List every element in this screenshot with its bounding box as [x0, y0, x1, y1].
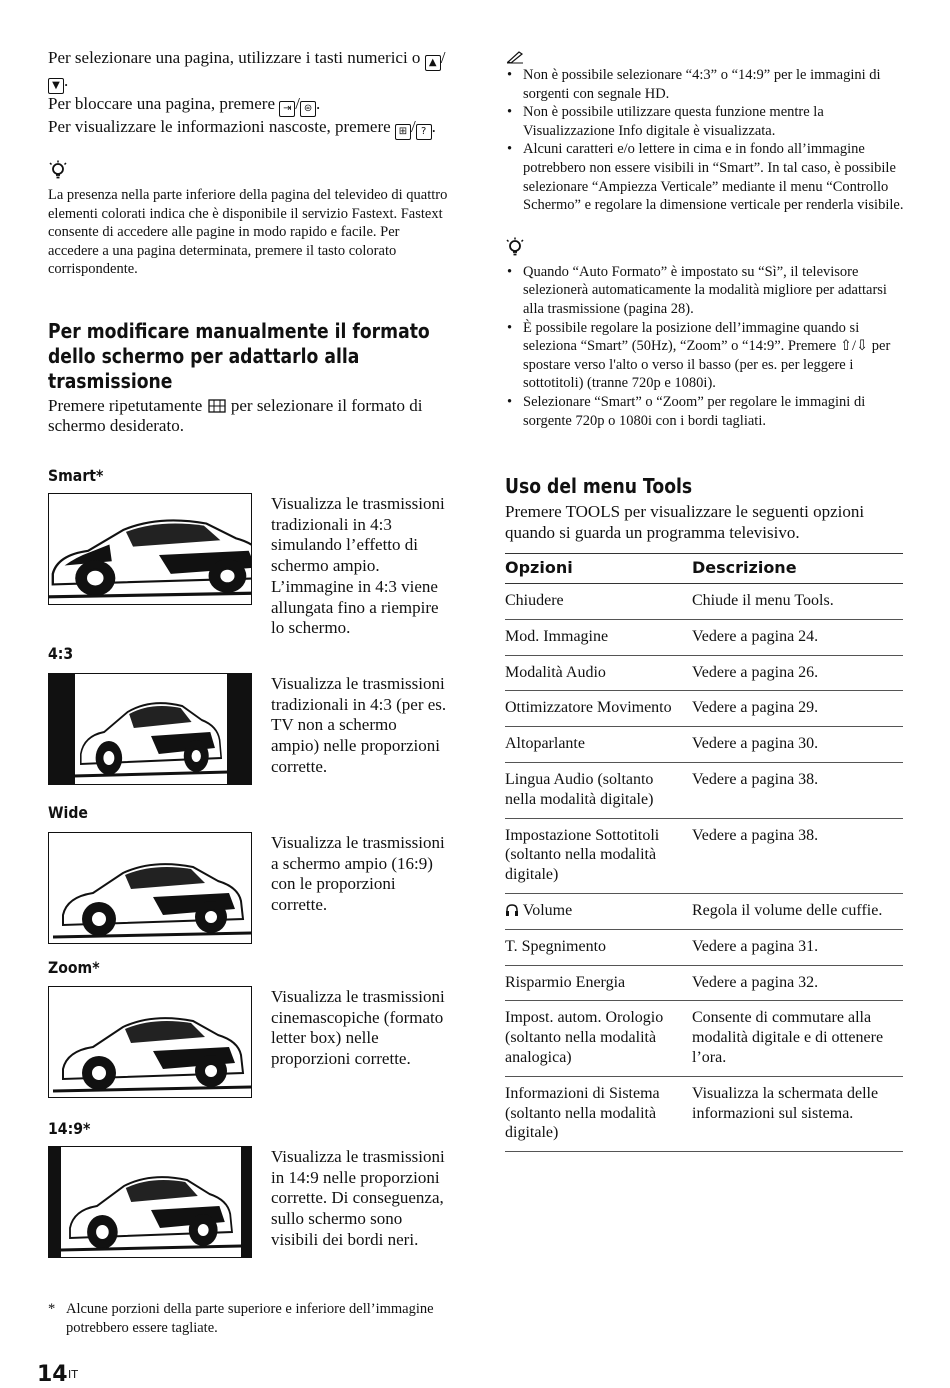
list-item: • Alcuni caratteri e/o lettere in cima e in fondo all’immagine potrebbero non essere visibili in “Smart”. In tal caso, è possibile selezionare “Ampiezza Verticale” mediante il menu “Controllo Schermo” e regolare la dimensione verticale per renderla visibile. [505, 140, 905, 214]
page-number: 14 [37, 1362, 68, 1387]
list-item: • Selezionare “Smart” o “Zoom” per regolare le immagini di sorgente 720p o 1080i con i bordi tagliati. [505, 393, 905, 430]
table-row [505, 619, 903, 655]
table-row [505, 584, 903, 620]
section-title: Per modificare manualmente il formato dello schermo per adattarlo alla trasmissione [48, 318, 430, 393]
option-cell: Modalità Audio [505, 655, 692, 691]
table-row [505, 655, 903, 691]
table-row [505, 894, 903, 930]
table-row [505, 727, 903, 763]
table-row [505, 1076, 903, 1151]
hints-list [505, 263, 905, 430]
mode-smart-image [48, 493, 252, 605]
teletext-reveal-paragraph: Per visualizzare le informazioni nascoste, premere ⊞ / ? . [48, 117, 448, 140]
input-hold-key-icon: ⇥ [279, 101, 295, 117]
mode-4-3-description: Visualizza le trasmissioni tradizionali in 4:3 (per es. TV non a schermo ampio) nelle proporzioni corrette. [271, 674, 447, 776]
wide-mode-key-icon [207, 399, 227, 413]
mode-4-3-label: 4:3 [48, 644, 74, 663]
mode-wide-description: Visualizza le trasmissioni a schermo ampio (16:9) con le proporzioni corrette. [271, 833, 445, 915]
list-item: • Non è possibile selezionare “4:3” o “14:9” per le immagini di sorgenti con segnale HD. [505, 66, 905, 103]
teletext-hold-paragraph: Per bloccare una pagina, premere ⇥ / ⊜ . [48, 94, 448, 117]
pencil-note-icon [505, 50, 525, 64]
option-cell: Lingua Audio (soltanto nella modalità digitale) [505, 763, 692, 819]
option-cell: Impost. autom. Orologio (soltanto nella modalità analogica) [505, 1001, 692, 1076]
mode-smart-description: Visualizza le trasmissioni tradizionali in 4:3 simulando l’effetto di schermo ampio. L’immagine in 4:3 viene allungata fino a riempire lo schermo. [271, 494, 445, 638]
mode-smart-label: Smart* [48, 466, 104, 485]
screen-modes [48, 466, 448, 1296]
option-cell: Risparmio Energia [505, 965, 692, 1001]
mode-4-3-image [48, 673, 252, 785]
lightbulb-hint-icon [48, 160, 68, 180]
table-row [505, 763, 903, 819]
page-up-key-icon: ▲ [425, 55, 441, 71]
column-header-description: Descrizione [692, 554, 903, 584]
headphones-icon [505, 903, 519, 917]
description-cell: Vedere a pagina 24. [692, 619, 903, 655]
column-header-options: Opzioni [505, 554, 692, 584]
list-item: • È possibile regolare la posizione dell’immagine quando si seleziona “Smart” (50Hz), “Zoom” o “14:9”. Premere ⇧/⇩ per spostare verso l'alto o verso il basso (per es. per leggere i sottotitoli) (tranne 720p e 1080i). [505, 319, 905, 393]
teletext-select-paragraph: Per selezionare una pagina, utilizzare i tasti numerici o ▲ /▼ . [48, 48, 448, 94]
option-cell: T. Spegnimento [505, 929, 692, 965]
notes-list [505, 66, 905, 215]
list-item: • Non è possibile utilizzare questa funzione mentre la Visualizzazione Info digitale è visualizzata. [505, 103, 905, 140]
description-cell: Vedere a pagina 38. [692, 763, 903, 819]
footnote-text: Alcune porzioni della parte superiore e inferiore dell’immagine potrebbero essere tagliate. [66, 1301, 434, 1336]
footnote [48, 1300, 448, 1338]
table-header-row [505, 554, 903, 584]
reveal-key-icon: ? [416, 124, 432, 140]
mode-14-9-label: 14:9* [48, 1119, 91, 1138]
footnote-marker: * [48, 1301, 56, 1317]
info-key-icon: ⊞ [395, 124, 411, 140]
list-item: • Quando “Auto Formato” è impostato su “Sì”, il televisore selezionerà automaticamente la modalità migliore per adattarsi alla trasmissione (pagina 28). [505, 263, 905, 319]
description-cell: Vedere a pagina 32. [692, 965, 903, 1001]
lightbulb-hint-icon [505, 237, 525, 257]
option-label: Volume [522, 902, 573, 920]
mode-14-9-image [48, 1146, 252, 1258]
option-cell: Altoparlante [505, 727, 692, 763]
option-cell: Mod. Immagine [505, 619, 692, 655]
car-illustration-icon [49, 1147, 252, 1258]
option-cell: Informazioni di Sistema (soltanto nella modalità digitale) [505, 1076, 692, 1151]
mode-zoom-label: Zoom* [48, 958, 100, 977]
hold-key-icon: ⊜ [300, 101, 316, 117]
section-intro: Premere ripetutamente per selezionare il formato di schermo desiderato. [48, 395, 423, 435]
option-cell: Impostazione Sottotitoli (soltanto nella modalità digitale) [505, 818, 692, 893]
tools-title: Uso del menu Tools [505, 474, 693, 499]
mode-zoom-description: Visualizza le trasmissioni cinemascopiche (formato letter box) nelle proporzioni corrette. [271, 987, 445, 1069]
table-row [505, 1001, 903, 1076]
mode-zoom-image [48, 986, 252, 1098]
table-row [505, 691, 903, 727]
fastext-tip: La presenza nella parte inferiore della pagina del televideo di quattro elementi colorati indica che è disponibile il servizio Fastext. Fastext consente di accedere alle pagine in modo rapido e facile. Per accedere a una pagina determinata, premere il tasto colorato corrispondente. [48, 187, 448, 277]
car-illustration-icon [49, 674, 252, 785]
table-row [505, 929, 903, 965]
option-cell [505, 894, 692, 930]
tools-intro: Premere TOOLS per visualizzare le seguenti opzioni quando si guarda un programma televisivo. [505, 502, 865, 542]
option-cell: Ottimizzatore Movimento [505, 691, 692, 727]
car-illustration-icon [49, 833, 252, 944]
mode-14-9-description: Visualizza le trasmissioni in 14:9 nelle proporzioni corrette. Di conseguenza, sullo schermo sono visibili dei bordi neri. [271, 1147, 445, 1249]
mode-wide-label: Wide [48, 803, 88, 822]
description-cell: Vedere a pagina 30. [692, 727, 903, 763]
right-column [505, 50, 905, 1152]
description-cell: Regola il volume delle cuffie. [692, 894, 903, 930]
description-cell: Vedere a pagina 26. [692, 655, 903, 691]
description-cell: Vedere a pagina 38. [692, 818, 903, 893]
description-cell: Chiude il menu Tools. [692, 584, 903, 620]
page-down-key-icon: ▼ [48, 78, 64, 94]
description-cell: Vedere a pagina 31. [692, 929, 903, 965]
tools-table [505, 553, 903, 1152]
option-cell: Chiudere [505, 584, 692, 620]
description-cell: Vedere a pagina 29. [692, 691, 903, 727]
description-cell: Consente di commutare alla modalità digitale e di ottenere l’ora. [692, 1001, 903, 1076]
car-illustration-icon [49, 987, 252, 1098]
table-row [505, 965, 903, 1001]
page-language: IT [68, 1368, 78, 1381]
description-cell: Visualizza la schermata delle informazioni sul sistema. [692, 1076, 903, 1151]
left-column [48, 48, 448, 1249]
car-illustration-icon [49, 494, 252, 605]
mode-wide-image [48, 832, 252, 944]
table-row [505, 818, 903, 893]
